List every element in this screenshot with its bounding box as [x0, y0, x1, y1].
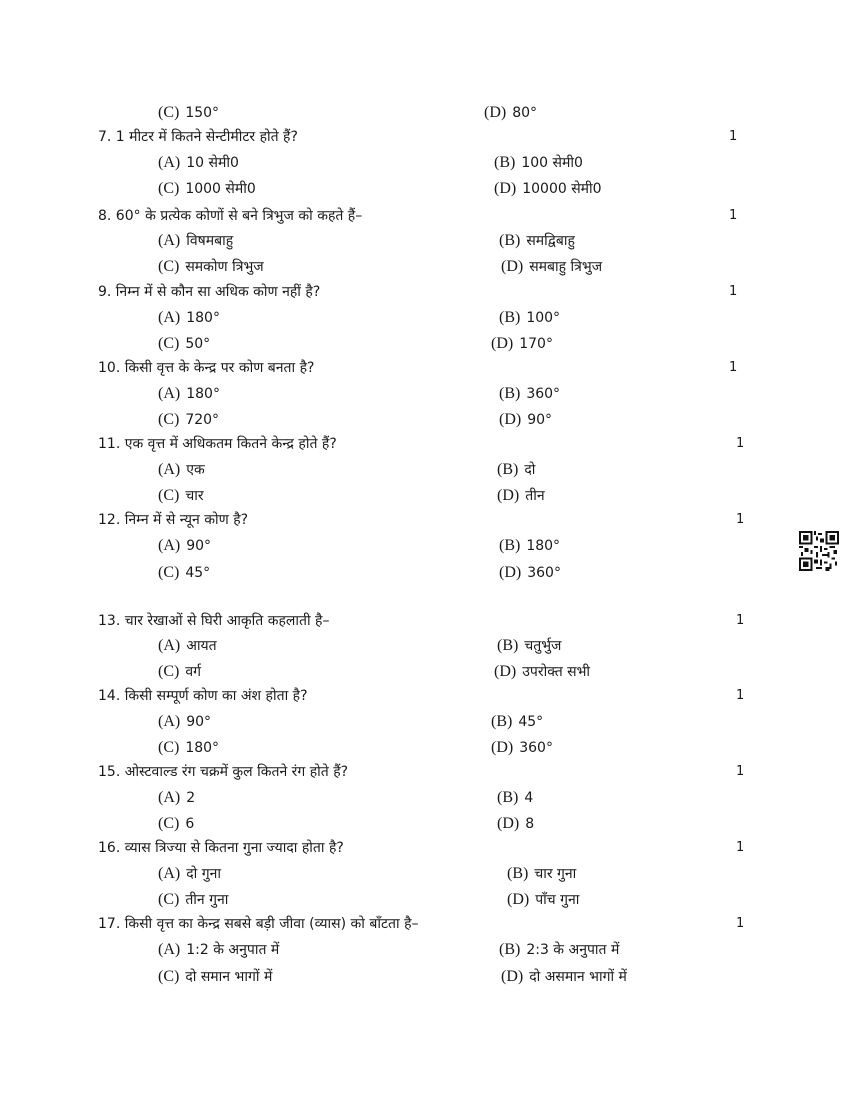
option-a: (A) आयत	[158, 637, 217, 654]
option-b: (B) समद्विबाहु	[499, 232, 575, 249]
option-text: 150°	[185, 105, 220, 121]
option-label: (D)	[484, 104, 507, 121]
question-8: 8. 60° के प्रत्येक कोणों से बने त्रिभुज को कहते हैं–	[98, 208, 363, 224]
option-c: (C) समकोण त्रिभुज	[158, 258, 264, 275]
option-d	[484, 104, 537, 122]
question-14: 14. किसी सम्पूर्ण कोण का अंश होता है?	[98, 688, 308, 704]
option-a: (A) 10 सेमी0	[158, 154, 239, 171]
option-d: (D) समबाहु त्रिभुज	[501, 258, 603, 275]
marks: 1	[736, 840, 745, 855]
option-a: (A) विषमबाहु	[158, 232, 234, 249]
option-b: (B) 45°	[491, 713, 544, 730]
option-d: (D) तीन	[497, 487, 545, 504]
option-a: (A) 90°	[158, 537, 212, 554]
option-c: (C) 45°	[158, 564, 211, 581]
qr-code	[799, 531, 839, 571]
option-a: (A) एक	[158, 461, 205, 478]
question-9: 9. निम्न में से कौन सा अधिक कोण नहीं है?	[98, 284, 321, 300]
marks: 1	[736, 512, 745, 527]
question-11: 11. एक वृत्त में अधिकतम कितने केन्द्र होते हैं?	[98, 436, 337, 452]
question-10: 10. किसी वृत्त के केन्द्र पर कोण बनता है?	[98, 360, 315, 376]
option-a: (A) दो गुना	[158, 865, 222, 882]
option-b: (B) 2:3 के अनुपात में	[499, 941, 620, 958]
option-text: 80°	[512, 105, 538, 121]
option-c: (C) 1000 सेमी0	[158, 180, 256, 197]
option-b: (B) चार गुना	[507, 865, 577, 882]
question-7: 7. 1 मीटर में कितने सेन्टीमीटर होते हैं?	[98, 129, 298, 145]
marks: 1	[736, 613, 745, 628]
marks: 1	[729, 129, 738, 144]
option-b: (B) 360°	[499, 385, 561, 402]
option-d: (D) पाँच गुना	[507, 891, 580, 908]
option-c	[158, 104, 219, 122]
option-d: (D) 360°	[499, 564, 561, 581]
option-d: (D) 360°	[491, 739, 553, 756]
option-a: (A) 90°	[158, 713, 212, 730]
option-b: (B) चतुर्भुज	[497, 637, 562, 654]
option-a: (A) 1:2 के अनुपात में	[158, 941, 280, 958]
marks: 1	[729, 360, 738, 375]
question-15: 15. ओस्टवाल्ड रंग चक्रमें कुल कितने रंग होते हैं?	[98, 764, 349, 780]
question-12: 12. निम्न में से न्यून कोण है?	[98, 512, 249, 528]
question-17: 17. किसी वृत्त का केन्द्र सबसे बड़ी जीवा (व्यास) को बाँटता है–	[98, 916, 419, 932]
option-a: (A) 2	[158, 789, 196, 806]
option-label: (C)	[158, 104, 180, 121]
marks: 1	[736, 688, 745, 703]
option-d: (D) 90°	[499, 411, 553, 428]
question-13: 13. चार रेखाओं से घिरी आकृति कहलाती है–	[98, 613, 330, 629]
marks: 1	[736, 764, 745, 779]
option-c: (C) 720°	[158, 411, 220, 428]
option-a: (A) 180°	[158, 385, 220, 402]
option-c: (C) तीन गुना	[158, 891, 229, 908]
option-c: (C) 180°	[158, 739, 220, 756]
marks: 1	[729, 284, 738, 299]
option-c: (C) 50°	[158, 335, 211, 352]
option-b: (B) 180°	[499, 537, 561, 554]
option-c: (C) वर्ग	[158, 663, 201, 680]
option-d: (D) 170°	[491, 335, 553, 352]
question-16: 16. व्यास त्रिज्या से कितना गुना ज्यादा होता है?	[98, 840, 344, 856]
option-c: (C) चार	[158, 487, 204, 504]
option-d: (D) दो असमान भागों में	[501, 968, 627, 985]
option-d: (D) 10000 सेमी0	[494, 180, 602, 197]
option-b: (B) 100°	[499, 309, 561, 326]
option-a: (A) 180°	[158, 309, 220, 326]
marks: 1	[736, 436, 745, 451]
marks: 1	[729, 208, 738, 223]
option-c: (C) दो समान भागों में	[158, 968, 273, 985]
option-d: (D) उपरोक्त सभी	[494, 663, 591, 680]
marks: 1	[736, 916, 745, 931]
option-b: (B) 100 सेमी0	[494, 154, 583, 171]
option-c: (C) 6	[158, 815, 195, 832]
option-d: (D) 8	[497, 815, 535, 832]
option-b: (B) 4	[497, 789, 534, 806]
option-b: (B) दो	[497, 461, 536, 478]
